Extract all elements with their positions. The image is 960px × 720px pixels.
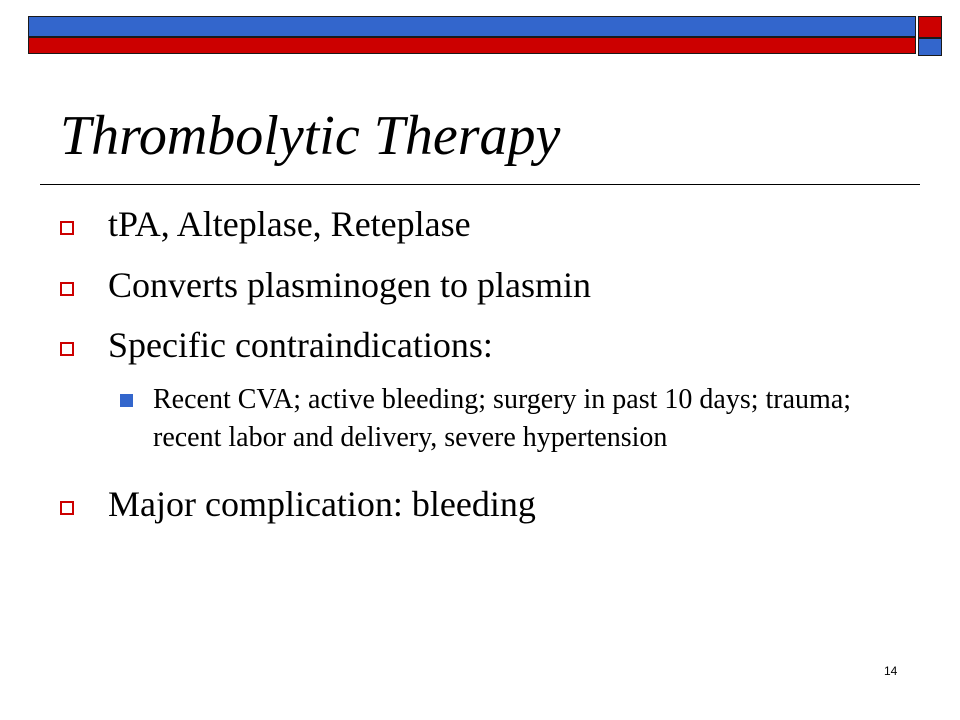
bullet-text: Major complication: bleeding [108, 483, 536, 524]
page-number: 14 [884, 664, 898, 678]
bullet-item [60, 326, 920, 366]
title-divider [40, 184, 920, 185]
header-red-bar [28, 37, 916, 54]
sub-bullet-item [120, 381, 923, 457]
hollow-square-icon [60, 221, 74, 235]
hollow-square-icon [60, 342, 74, 356]
bullet-item [60, 266, 920, 306]
corner-red-square [918, 16, 942, 38]
hollow-square-icon [60, 282, 74, 296]
filled-square-icon [120, 394, 133, 407]
bullet-item [60, 205, 920, 245]
bullet-text: tPA, Alteplase, Reteplase [108, 204, 471, 244]
sub-bullet-text: Recent CVA; active bleeding; surgery in past 10 days; trauma; recent labor and delivery, severe hypertension [153, 383, 852, 453]
corner-blue-square [918, 38, 942, 56]
header-blue-bar [28, 16, 916, 37]
slide-title: Thrombolytic Therapy [60, 105, 561, 167]
bullet-item [60, 485, 920, 525]
bullet-text: Converts plasminogen to plasmin [108, 264, 591, 305]
hollow-square-icon [60, 501, 74, 515]
bullet-text: Specific contraindications: [108, 325, 493, 366]
bullet-list [60, 205, 920, 546]
